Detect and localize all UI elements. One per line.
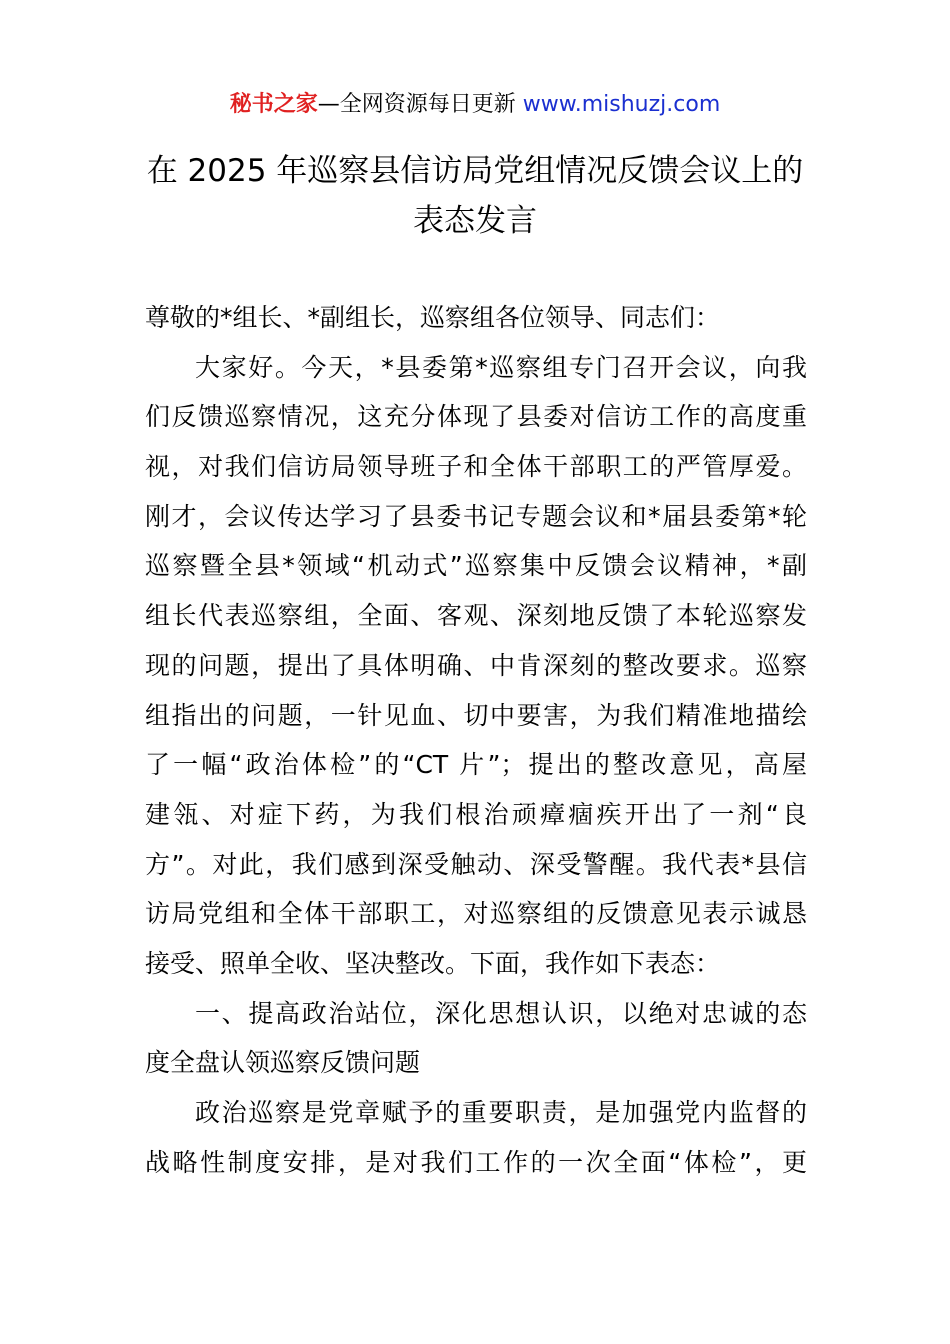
paragraph-line: 组长代表巡察组，全面、客观、深刻地反馈了本轮巡察发 [145,601,807,631]
paragraph-line: 巡察暨全县*领域“机动式”巡察集中反馈会议精神，*副 [145,551,807,581]
site-header [0,88,950,122]
document-title [120,146,830,246]
paragraph-line: 们反馈巡察情况，这充分体现了县委对信访工作的高度重 [145,402,807,432]
paragraph-line: 了一幅“政治体检”的“CT 片”；提出的整改意见，高屋 [145,750,807,780]
paragraph-line: 组指出的问题，一针见血、切中要害，为我们精准地描绘 [145,700,807,730]
paragraph-line: 战略性制度安排，是对我们工作的一次全面“体检”，更 [145,1147,807,1177]
section-heading-line: 一、提高政治站位，深化思想认识，以绝对忠诚的态 [195,998,807,1028]
document-body [145,293,807,1187]
paragraph-line: 方”。对此，我们感到深受触动、深受警醒。我代表*县信 [145,849,807,879]
salutation-line: 尊敬的*组长、*副组长，巡察组各位领导、同志们： [145,303,721,332]
paragraph-line: 接受、照单全收、坚决整改。下面，我作如下表态： [145,948,721,978]
paragraph-line: 现的问题，提出了具体明确、中肯深刻的整改要求。巡察 [145,650,807,680]
title-line-2: 表态发言 [413,203,537,239]
paragraph-line: 刚才，会议传达学习了县委书记专题会议和*届县委第*轮 [145,501,807,531]
header-slogan: —全网资源每日更新 [317,92,523,117]
paragraph-line: 政治巡察是党章赋予的重要职责，是加强党内监督的 [195,1098,807,1127]
title-line-1: 在 2025 年巡察县信访局党组情况反馈会议上的 [146,153,804,189]
paragraph-line: 建瓴、对症下药，为我们根治顽瘴痼疾开出了一剂“良 [145,799,807,829]
paragraph-line: 大家好。今天，*县委第*巡察组专门召开会议，向我 [195,352,807,382]
paragraph-line: 访局党组和全体干部职工，对巡察组的反馈意见表示诚恳 [145,899,807,929]
brand-name: 秘书之家 [229,92,318,117]
paragraph-line: 视，对我们信访局领导班子和全体干部职工的严管厚爱。 [145,452,807,482]
section-heading-line: 度全盘认领巡察反馈问题 [145,1048,421,1078]
site-url-link[interactable]: www.mishuzj.com [522,92,721,117]
